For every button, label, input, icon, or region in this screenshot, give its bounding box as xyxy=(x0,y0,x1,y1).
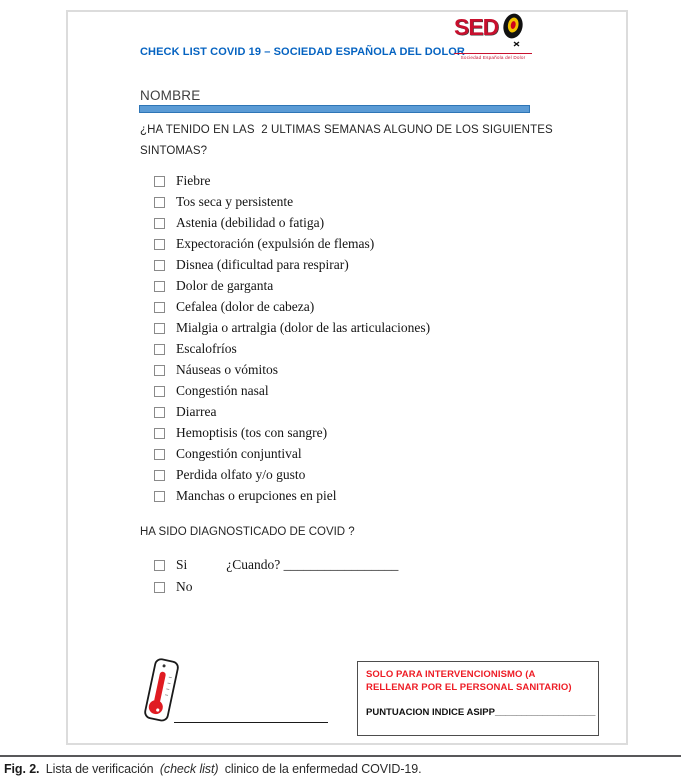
symptom-row xyxy=(154,173,430,194)
interventionism-notice: SOLO PARA INTERVENCIONISMO (A RELLENAR POR EL PERSONAL SANITARIO) xyxy=(366,669,572,693)
diagnosed-no-row xyxy=(154,579,193,594)
symptoms-question-line1: ¿HA TENIDO EN LAS 2 ULTIMAS SEMANAS ALGUNO DE LOS SIGUIENTES xyxy=(140,124,553,136)
symptom-label: Expectoración (expulsión de flemas) xyxy=(176,236,375,251)
name-field-label: NOMBRE xyxy=(140,88,201,103)
symptom-checkbox[interactable] xyxy=(154,260,165,271)
symptom-label: Cefalea (dolor de cabeza) xyxy=(176,299,315,314)
symptom-row xyxy=(154,194,430,215)
diagnosed-yes-label: Si xyxy=(176,557,188,572)
figure-caption-text: Lista de verificación xyxy=(45,762,154,776)
symptom-checkbox[interactable] xyxy=(154,407,165,418)
symptom-checkbox[interactable] xyxy=(154,302,165,313)
symptom-label: Congestión conjuntival xyxy=(176,446,302,461)
symptom-row xyxy=(154,320,430,341)
symptom-checkbox[interactable] xyxy=(154,428,165,439)
diagnosed-no-checkbox[interactable] xyxy=(154,582,165,593)
figure-caption-italic: (check list) xyxy=(159,762,219,776)
symptom-label: Perdida olfato y/o gusto xyxy=(176,467,306,482)
name-input-bar[interactable] xyxy=(139,105,530,113)
figure-caption xyxy=(4,762,424,776)
symptom-label: Náuseas o vómitos xyxy=(176,362,278,377)
symptom-label: Disnea (dificultad para respirar) xyxy=(176,257,349,272)
diagnosed-question: HA SIDO DIAGNOSTICADO DE COVID ? xyxy=(140,526,355,538)
symptom-checkbox[interactable] xyxy=(154,323,165,334)
figure-caption-text: clinico de la enfermedad COVID-19. xyxy=(224,762,422,776)
symptom-checkbox[interactable] xyxy=(154,197,165,208)
asipp-score-field[interactable]: PUNTUACION INDICE ASIPP___________________ xyxy=(366,707,596,718)
symptom-checkbox[interactable] xyxy=(154,281,165,292)
symptom-row xyxy=(154,488,430,509)
sed-logo xyxy=(454,14,564,60)
diagnosed-yes-row xyxy=(154,557,398,572)
symptom-checklist xyxy=(154,173,430,509)
symptom-checkbox[interactable] xyxy=(154,386,165,397)
diagnosed-when-field[interactable]: ¿Cuando? _________________ xyxy=(226,557,399,572)
interventionism-box xyxy=(357,661,599,736)
symptom-checkbox[interactable] xyxy=(154,218,165,229)
symptom-row xyxy=(154,425,430,446)
symptom-label: Diarrea xyxy=(176,404,217,419)
symptom-row xyxy=(154,404,430,425)
symptom-label: Tos seca y persistente xyxy=(176,194,294,209)
symptom-label: Escalofríos xyxy=(176,341,237,356)
symptom-row xyxy=(154,341,430,362)
symptom-checkbox[interactable] xyxy=(154,470,165,481)
symptom-label: Dolor de garganta xyxy=(176,278,274,293)
symptom-label: Astenia (debilidad o fatiga) xyxy=(176,215,325,230)
symptoms-question-line2: SINTOMAS? xyxy=(140,145,208,157)
diagnosed-no-label: No xyxy=(176,579,193,594)
symptom-label: Hemoptisis (tos con sangre) xyxy=(176,425,328,440)
temperature-write-line[interactable] xyxy=(174,702,328,723)
symptom-row xyxy=(154,467,430,488)
symptom-checkbox[interactable] xyxy=(154,449,165,460)
symptom-row xyxy=(154,236,430,257)
caption-divider xyxy=(0,755,681,757)
symptom-row xyxy=(154,257,430,278)
sed-logo-subtitle: Sociedad Española del Dolor xyxy=(454,53,532,60)
diagnosed-yes-checkbox[interactable] xyxy=(154,560,165,571)
symptom-row xyxy=(154,299,430,320)
symptom-label: Mialgia o artralgia (dolor de las articulaciones) xyxy=(176,320,431,335)
symptom-checkbox[interactable] xyxy=(154,239,165,250)
document-title: CHECK LIST COVID 19 – SOCIEDAD ESPAÑOLA DEL DOLOR xyxy=(140,46,465,58)
symptom-label: Manchas o erupciones en piel xyxy=(176,488,337,503)
symptom-checkbox[interactable] xyxy=(154,344,165,355)
symptom-row xyxy=(154,362,430,383)
symptom-label: Congestión nasal xyxy=(176,383,269,398)
symptom-checkbox[interactable] xyxy=(154,176,165,187)
sed-target-icon xyxy=(500,12,526,53)
symptom-row xyxy=(154,215,430,236)
symptom-checkbox[interactable] xyxy=(154,365,165,376)
symptom-row xyxy=(154,446,430,467)
symptom-checkbox[interactable] xyxy=(154,491,165,502)
symptom-row xyxy=(154,383,430,404)
symptom-row xyxy=(154,278,430,299)
figure-caption-label: Fig. 2. xyxy=(4,762,40,776)
symptom-label: Fiebre xyxy=(176,173,211,188)
sed-logo-acronym: SED xyxy=(454,14,499,40)
checklist-document-page xyxy=(66,10,628,745)
